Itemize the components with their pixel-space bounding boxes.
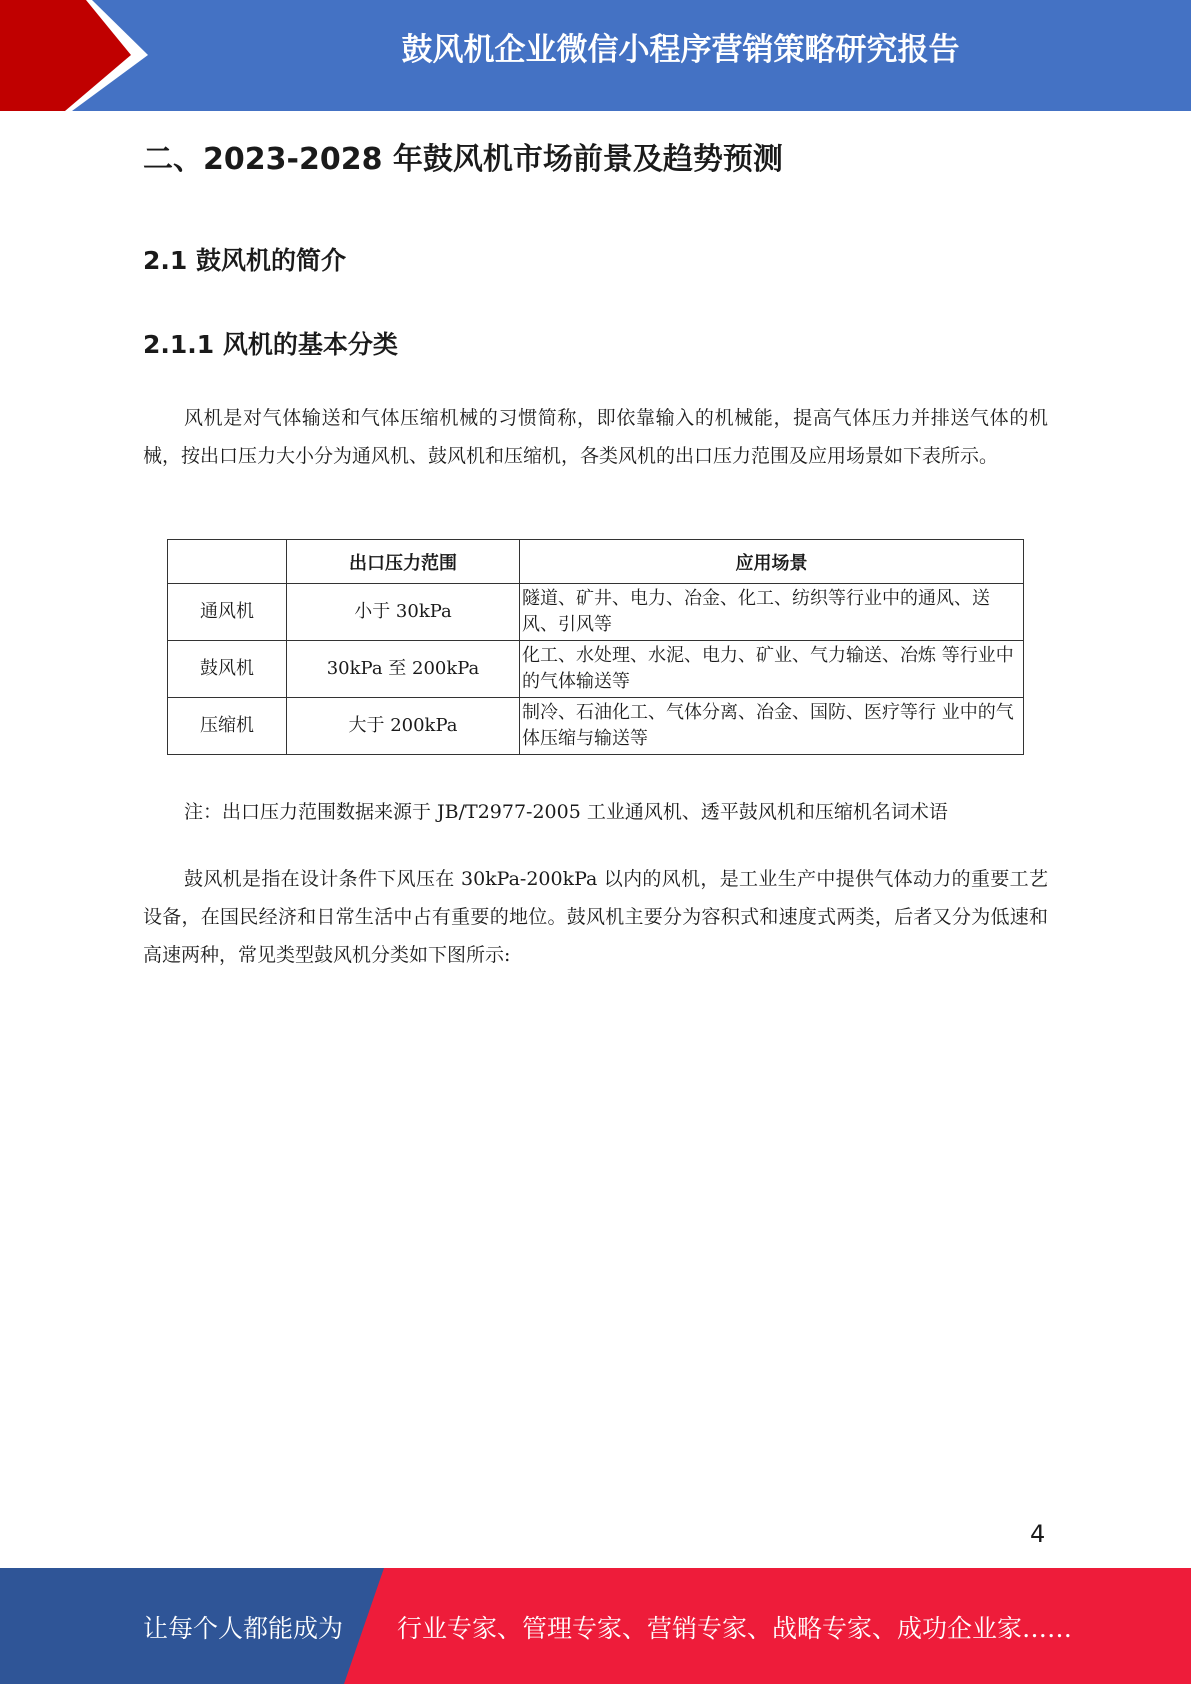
- intro-paragraph: 风机是对气体输送和气体压缩机械的习惯简称，即依靠输入的机械能，提高气体压力并排送气体的机械，按出口压力大小分为通风机、鼓风机和压缩机，各类风机的出口压力范围及应用场景如下表所示。: [143, 407, 1048, 467]
- section-heading: 二、2023-2028 年鼓风机市场前景及趋势预测: [143, 142, 783, 177]
- report-title: 鼓风机企业微信小程序营销策略研究报告: [401, 32, 960, 68]
- application-cell: 制冷、石油化工、气体分离、冶金、国防、医疗等行 业中的气体压缩与输送等: [520, 698, 1024, 755]
- sub-subsection-heading: 2.1.1 风机的基本分类: [143, 330, 398, 359]
- fan-type-cell: 通风机: [168, 584, 287, 641]
- fan-type-cell: 鼓风机: [168, 641, 287, 698]
- page-number: 4: [1030, 1520, 1046, 1548]
- fan-classification-table: [167, 539, 1024, 755]
- pressure-range-cell: 小于 30kPa: [287, 584, 520, 641]
- footer-slogan-right: 行业专家、管理专家、营销专家、战略专家、成功企业家……: [397, 1614, 1073, 1643]
- application-cell: 化工、水处理、水泥、电力、矿业、气力输送、冶炼 等行业中的气体输送等: [520, 641, 1024, 698]
- table-source-note: 注：出口压力范围数据来源于 JB/T2977-2005 工业通风机、透平鼓风机和压缩机名词术语: [184, 801, 948, 823]
- table-header-row: [168, 540, 1024, 584]
- application-cell: 隧道、矿井、电力、冶金、化工、纺织等行业中的通风、送风、引风等: [520, 584, 1024, 641]
- blower-paragraph: 鼓风机是指在设计条件下风压在 30kPa-200kPa 以内的风机，是工业生产中提供气体动力的重要工艺设备，在国民经济和日常生活中占有重要的地位。鼓风机主要分为容积式和速度式两类，后者又分为低速和高速两种，常见类型鼓风机分类如下图所示:: [143, 868, 1048, 966]
- footer-slogan-left: 让每个人都能成为: [143, 1614, 344, 1643]
- table-header-cell: [168, 540, 287, 584]
- table-row: [168, 584, 1024, 641]
- pressure-range-cell: 大于 200kPa: [287, 698, 520, 755]
- pressure-range-cell: 30kPa 至 200kPa: [287, 641, 520, 698]
- table-row: [168, 698, 1024, 755]
- fan-type-cell: 压缩机: [168, 698, 287, 755]
- table-header-application: 应用场景: [520, 540, 1024, 584]
- table-row: [168, 641, 1024, 698]
- header-banner: [0, 0, 1191, 111]
- footer-banner: [0, 1568, 1191, 1684]
- subsection-heading: 2.1 鼓风机的简介: [143, 246, 346, 275]
- table-header-pressure: 出口压力范围: [287, 540, 520, 584]
